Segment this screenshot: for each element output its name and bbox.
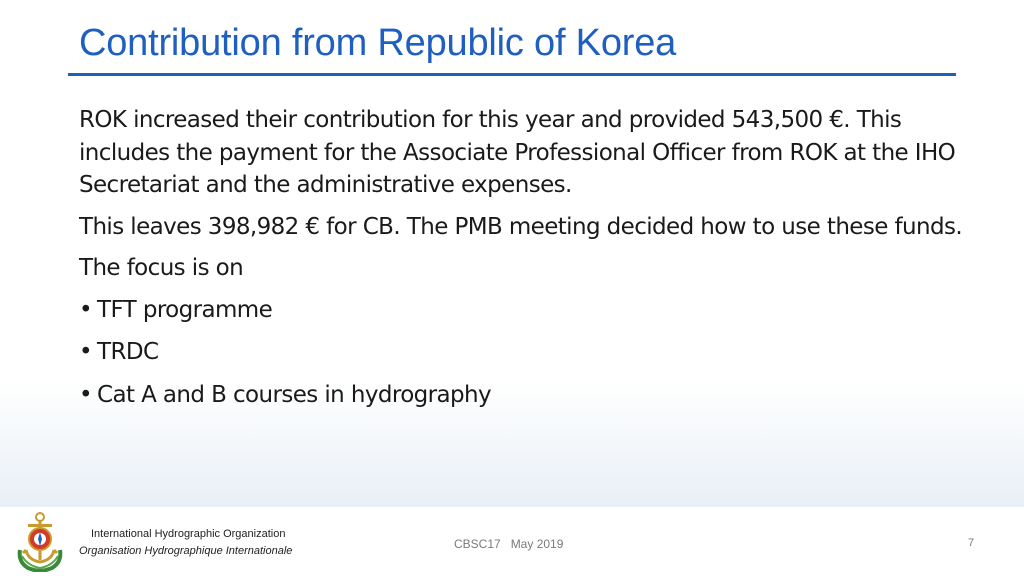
paragraph-focus: The focus is on	[79, 255, 244, 281]
slide-title: Contribution from Republic of Korea	[79, 22, 677, 64]
list-item	[79, 294, 979, 327]
slide-body	[79, 104, 979, 421]
list-item-text: Cat A and B courses in hydrography	[97, 381, 492, 408]
list-item-text: TFT programme	[97, 296, 273, 323]
page-number: 7	[968, 537, 975, 549]
paragraph-contribution: ROK increased their contribution for this year and provided 543,500 €. This includes the payment for the Associate Professional Officer from ROK at the IHO Secretariat and the administrative expenses.	[79, 107, 956, 198]
organization-name-english: International Hydrographic Organization	[91, 528, 286, 540]
iho-emblem-icon	[14, 510, 66, 572]
bullet-icon: •	[79, 381, 92, 408]
bullet-icon: •	[79, 339, 92, 365]
list-item-text: TRDC	[97, 339, 159, 365]
focus-list	[79, 294, 979, 412]
paragraph-remaining-funds: This leaves 398,982 € for CB. The PMB meeting decided how to use these funds.	[79, 213, 963, 240]
list-item	[79, 336, 979, 369]
list-item	[79, 379, 979, 412]
title-divider	[68, 73, 956, 76]
event-label: CBSC17 May 2019	[454, 537, 564, 551]
bullet-icon: •	[79, 296, 92, 323]
organization-name-french: Organisation Hydrographique Internationale	[79, 545, 293, 557]
